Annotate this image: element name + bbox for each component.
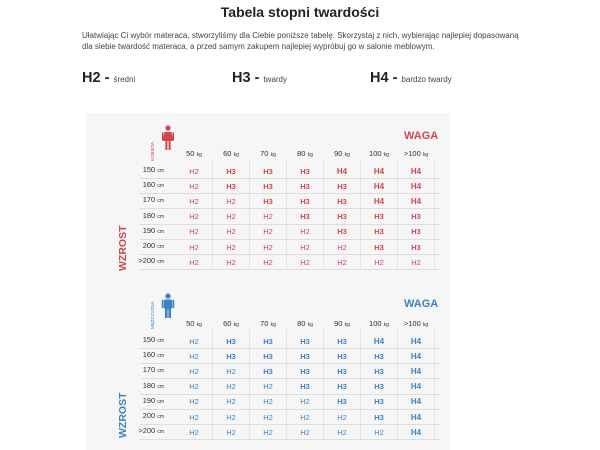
weight-header	[360, 319, 398, 328]
height-unit: cm	[157, 338, 164, 344]
hardness-cell: H2	[189, 242, 199, 252]
hardness-cell: H2	[263, 242, 273, 252]
hardness-cell: H3	[300, 366, 310, 376]
height-value: 200	[142, 411, 156, 420]
weight-unit: kg	[307, 152, 313, 158]
height-unit: cm	[157, 429, 164, 436]
hardness-cell: H4	[410, 427, 422, 437]
hardness-cell: H3	[374, 366, 384, 376]
height-value: 190	[142, 225, 156, 235]
hardness-cell: H3	[300, 212, 310, 222]
intro-text: Ułatwiając Ci wybór materaca, stworzyliśmy dla Ciebie poniższe tabelę. Skorzystaj z nich, wybierając najlepiej dopasowaną dla siebie twardość materaca, a przed samym zakupem najlepiej wypróbuj go w salonie meblowym.	[82, 31, 519, 51]
weight-value: 50	[186, 319, 195, 328]
waga-label: WAGA	[404, 298, 439, 310]
wzrost-label: WZROST	[117, 225, 129, 271]
height-value: >200	[138, 426, 156, 436]
weight-header	[360, 149, 398, 158]
hardness-cell: H3	[374, 412, 384, 422]
height-header	[124, 381, 164, 390]
hardness-cell: H2	[189, 257, 199, 267]
weight-header	[175, 319, 213, 328]
hardness-cell: H3	[337, 181, 347, 191]
weight-unit: kg	[233, 152, 239, 158]
height-unit: cm	[157, 213, 164, 220]
hardness-cell: H2	[263, 212, 273, 222]
hardness-cell: H2	[337, 242, 347, 252]
hardness-cell: H3	[226, 336, 236, 346]
hardness-cell: H3	[263, 336, 273, 346]
weight-value: 70	[260, 319, 269, 328]
hardness-cell: H2	[189, 382, 199, 392]
hardness-cell: H2	[263, 257, 273, 267]
hardness-cell: H2	[263, 412, 273, 422]
hardness-cell: H4	[373, 181, 385, 191]
hardness-cell: H2	[226, 242, 236, 252]
page-title: Tabela stopni twardości	[220, 4, 380, 20]
height-header	[124, 180, 164, 189]
height-unit: cm	[157, 259, 164, 266]
hardness-cell: H2	[189, 351, 199, 361]
height-header	[124, 350, 164, 359]
hardness-cell: H2	[226, 412, 236, 422]
hardness-cell: H3	[374, 227, 384, 237]
height-value: 150	[142, 165, 156, 174]
hardness-cell: H2	[226, 257, 236, 267]
height-header	[124, 165, 164, 174]
weight-value: 100	[369, 319, 382, 328]
weight-unit: kg	[270, 322, 276, 328]
hardness-cell: H3	[263, 166, 273, 176]
weight-value: 100	[369, 149, 382, 158]
legend-label: średni	[113, 75, 136, 84]
height-header	[124, 365, 164, 374]
height-header	[124, 226, 164, 235]
hardness-cell: H2	[226, 196, 236, 206]
hardness-cell: H4	[410, 196, 422, 206]
hardness-cell: H2	[337, 257, 347, 267]
hardness-cell: H2	[300, 427, 310, 437]
hardness-cell: H2	[226, 397, 236, 407]
legend-h2	[82, 70, 135, 86]
height-unit: cm	[157, 198, 164, 205]
height-unit: cm	[157, 228, 164, 235]
height-header	[124, 411, 164, 420]
hardness-cell: H3	[374, 212, 384, 222]
hardness-cell: H2	[189, 181, 199, 191]
hardness-cell: H3	[411, 212, 421, 222]
height-value: 160	[142, 180, 156, 190]
hardness-cell: H3	[226, 166, 236, 176]
hardness-cell: H2	[263, 397, 273, 407]
height-unit: cm	[157, 183, 164, 190]
height-unit: cm	[157, 168, 164, 174]
legend-label: twardy	[263, 75, 287, 84]
weight-unit: kg	[422, 152, 429, 158]
height-value: 190	[142, 395, 156, 405]
legend-h4	[370, 70, 452, 86]
weight-value: 80	[297, 149, 306, 158]
legend-code: H4 -	[370, 70, 398, 86]
hardness-cell: H3	[337, 366, 347, 376]
hardness-cell: H4	[410, 166, 422, 176]
height-unit: cm	[157, 244, 164, 250]
height-unit: cm	[157, 383, 164, 390]
hardness-cell: H2	[411, 257, 421, 267]
hardness-cell: H3	[226, 351, 236, 361]
hardness-cell: H4	[410, 412, 422, 422]
height-value: 150	[142, 335, 156, 344]
weight-value: 50	[186, 149, 195, 158]
weight-header	[323, 149, 361, 158]
weight-unit: kg	[344, 322, 350, 328]
hardness-cell: H3	[337, 212, 347, 222]
hardness-cell: H4	[373, 166, 385, 176]
grid-hline	[140, 269, 440, 270]
hardness-cell: H2	[189, 427, 199, 437]
height-header	[124, 211, 164, 220]
hardness-cell: H3	[300, 336, 310, 346]
weight-header	[249, 149, 287, 158]
hardness-cell: H2	[189, 212, 199, 222]
height-unit: cm	[157, 398, 164, 405]
height-value: >200	[138, 256, 156, 266]
hardness-cell: H3	[374, 242, 384, 252]
hardness-cell: H3	[411, 242, 421, 252]
weight-unit: kg	[383, 152, 389, 158]
weight-header	[249, 319, 287, 328]
hardness-cell: H2	[300, 412, 310, 422]
height-unit: cm	[157, 414, 164, 420]
hardness-cell: H3	[263, 196, 273, 206]
hardness-cell: H3	[411, 227, 421, 237]
hardness-cell: H3	[263, 366, 273, 376]
hardness-cell: H2	[226, 366, 236, 376]
height-header	[124, 426, 164, 435]
hardness-cell: H2	[226, 212, 236, 222]
gender-label: MĘŻCZYZNA	[150, 301, 155, 329]
weight-unit: kg	[233, 322, 239, 328]
hardness-cell: H3	[300, 181, 310, 191]
weight-header	[212, 149, 250, 158]
height-value: 200	[142, 241, 156, 250]
hardness-cell: H3	[226, 181, 236, 191]
hardness-cell: H2	[189, 412, 199, 422]
hardness-cell: H2	[263, 382, 273, 392]
waga-label: WAGA	[404, 130, 439, 142]
height-value: 160	[142, 350, 156, 360]
height-value: 180	[142, 210, 156, 220]
hardness-cell: H3	[300, 351, 310, 361]
hardness-cell: H2	[226, 227, 236, 237]
legend-code: H2 -	[82, 70, 110, 86]
hardness-cell: H2	[226, 427, 236, 437]
male-figure-icon	[161, 293, 175, 319]
weight-header	[212, 319, 250, 328]
hardness-cell: H3	[337, 382, 347, 392]
hardness-cell: H2	[263, 427, 273, 437]
hardness-cell: H2	[300, 397, 310, 407]
height-header	[124, 335, 164, 344]
weight-header	[323, 319, 361, 328]
hardness-cell: H3	[300, 196, 310, 206]
hardness-cell: H4	[410, 366, 422, 376]
height-header	[124, 195, 164, 204]
hardness-cell: H3	[263, 351, 273, 361]
hardness-cell: H2	[337, 427, 347, 437]
weight-value: 90	[334, 319, 343, 328]
weight-value: >100	[403, 319, 421, 328]
hardness-cell: H2	[300, 257, 310, 267]
legend-label: bardzo twardy	[401, 75, 452, 84]
hardness-cell: H2	[189, 196, 199, 206]
weight-unit: kg	[307, 322, 313, 328]
weight-header	[175, 149, 213, 158]
hardness-cell: H2	[374, 257, 384, 267]
height-unit: cm	[157, 368, 164, 375]
hardness-cell: H4	[410, 351, 422, 361]
hardness-cell: H3	[374, 382, 384, 392]
hardness-cell: H2	[189, 336, 199, 346]
hardness-cell: H2	[300, 227, 310, 237]
weight-header	[286, 149, 324, 158]
wzrost-label: WZROST	[117, 392, 129, 438]
hardness-cell: H3	[337, 227, 347, 237]
weight-header	[397, 319, 435, 328]
weight-unit: kg	[270, 152, 276, 158]
weight-unit: kg	[344, 152, 350, 158]
hardness-cell: H2	[189, 366, 199, 376]
weight-value: 70	[260, 149, 269, 158]
height-value: 170	[142, 195, 156, 205]
hardness-cell: H3	[374, 397, 384, 407]
weight-unit: kg	[383, 322, 389, 328]
weight-header	[397, 149, 435, 158]
hardness-cell: H3	[337, 336, 347, 346]
hardness-cell: H4	[336, 166, 348, 176]
hardness-cell: H4	[373, 196, 385, 206]
hardness-cell: H2	[263, 227, 273, 237]
weight-value: 90	[334, 149, 343, 158]
hardness-cell: H3	[263, 181, 273, 191]
hardness-cell: H3	[337, 397, 347, 407]
hardness-cell: H2	[226, 382, 236, 392]
weight-value: 80	[297, 319, 306, 328]
hardness-cell: H3	[374, 351, 384, 361]
weight-value: 60	[223, 149, 232, 158]
hardness-cell: H3	[300, 382, 310, 392]
hardness-cell: H4	[373, 336, 385, 346]
weight-value: >100	[403, 149, 421, 158]
height-header	[124, 396, 164, 405]
hardness-cell: H4	[410, 336, 422, 346]
height-value: 170	[142, 365, 156, 375]
hardness-cell: H4	[410, 382, 422, 392]
hardness-cell: H2	[189, 397, 199, 407]
legend-code: H3 -	[232, 70, 260, 86]
weight-unit: kg	[196, 152, 202, 158]
hardness-cell: H4	[410, 397, 422, 407]
weight-header	[286, 319, 324, 328]
height-header	[124, 256, 164, 265]
hardness-cell: H3	[337, 196, 347, 206]
hardness-cell: H4	[410, 181, 422, 191]
gender-label: KOBIETA	[150, 141, 155, 161]
weight-value: 60	[223, 319, 232, 328]
hardness-cell: H3	[337, 351, 347, 361]
hardness-cell: H2	[300, 242, 310, 252]
hardness-cell: H2	[189, 227, 199, 237]
grid-hline	[140, 439, 440, 440]
weight-unit: kg	[422, 322, 429, 328]
female-figure-icon	[161, 125, 175, 151]
hardness-cell: H2	[189, 166, 199, 176]
height-value: 180	[142, 380, 156, 390]
legend-h3	[232, 70, 287, 86]
hardness-cell: H2	[374, 427, 384, 437]
weight-unit: kg	[196, 322, 202, 328]
height-unit: cm	[157, 353, 164, 360]
hardness-cell: H3	[300, 166, 310, 176]
hardness-cell: H2	[337, 412, 347, 422]
height-header	[124, 241, 164, 250]
